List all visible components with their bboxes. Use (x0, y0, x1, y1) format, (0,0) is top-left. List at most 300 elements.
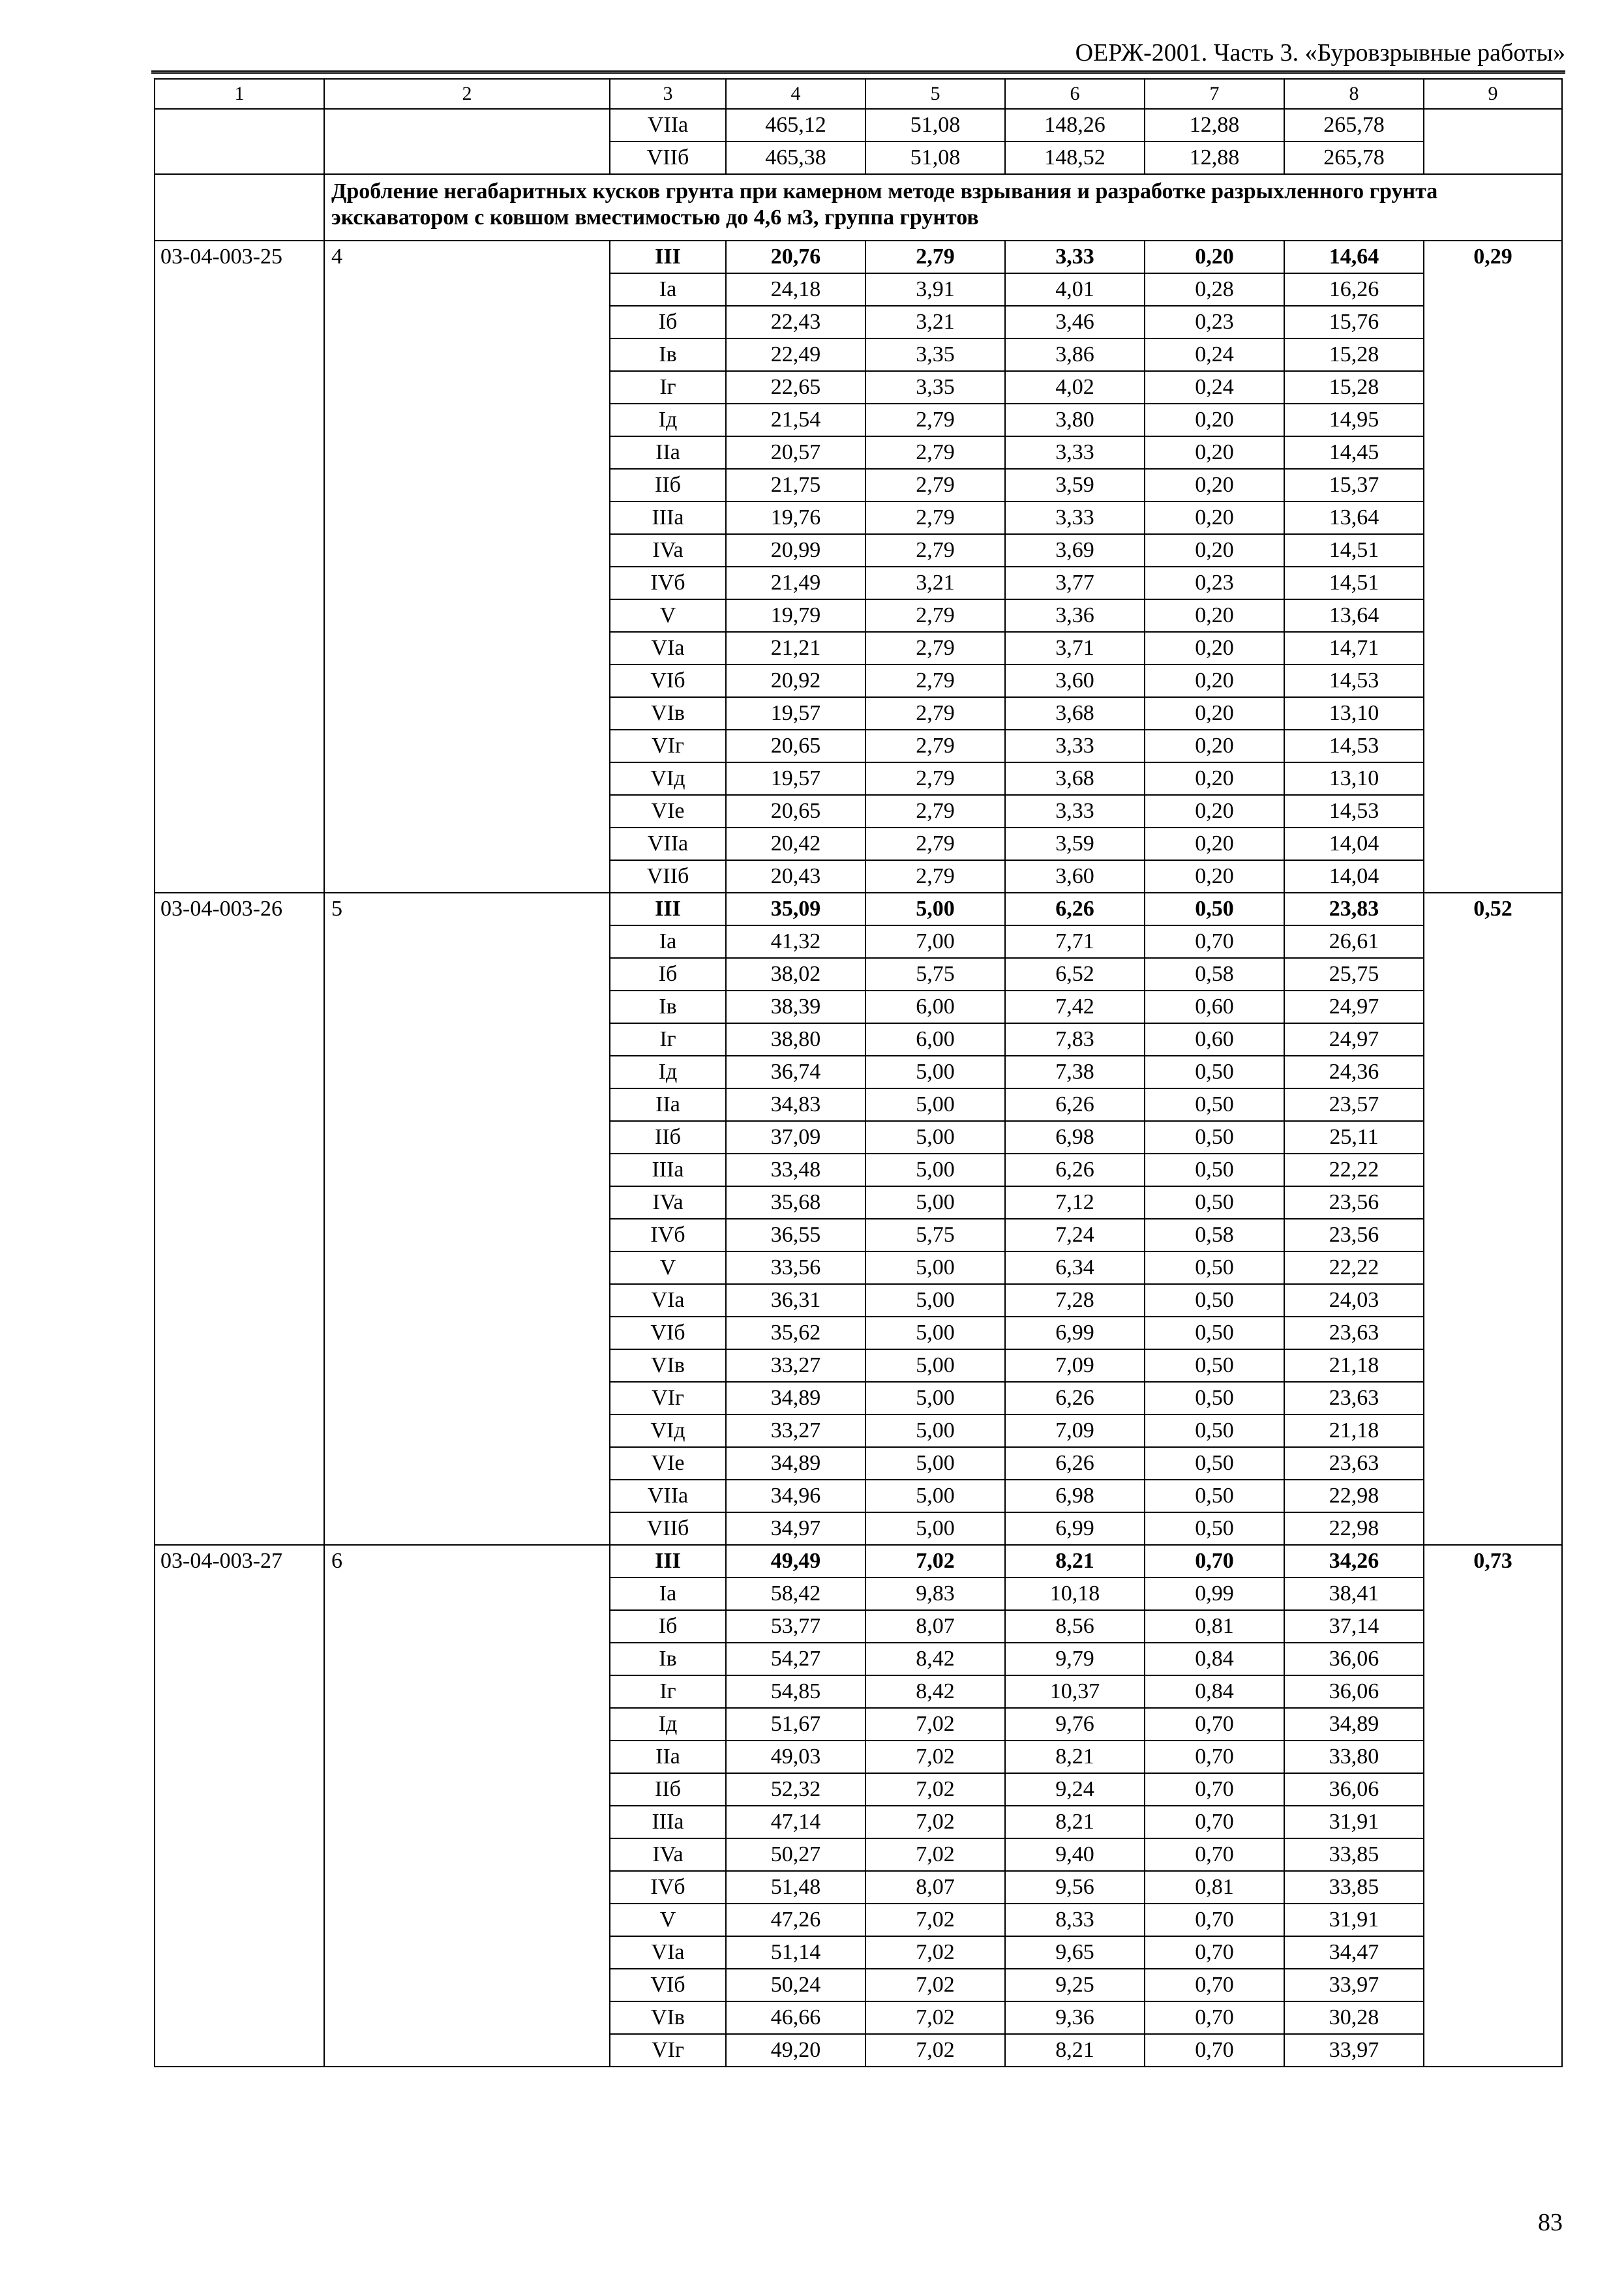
value-cell: 10,18 (1005, 1578, 1145, 1610)
value-cell: 46,66 (726, 2001, 865, 2034)
col9-cell: 0,29 (1424, 241, 1562, 893)
value-cell: 36,74 (726, 1056, 865, 1088)
value-cell: VIIб (610, 142, 726, 174)
header-rule (151, 70, 1565, 74)
value-cell: 0,20 (1145, 665, 1284, 697)
column-number-cell: 1 (155, 79, 324, 109)
code-cell: 03-04-003-26 (155, 893, 324, 1545)
value-cell: 0,20 (1145, 795, 1284, 828)
value-cell: 23,57 (1284, 1088, 1424, 1121)
column-number-cell: 7 (1145, 79, 1284, 109)
col9-cell (1424, 109, 1562, 174)
value-cell: 3,33 (1005, 730, 1145, 762)
value-cell: 3,21 (865, 306, 1005, 338)
value-cell: 7,00 (865, 925, 1005, 958)
value-cell: 13,10 (1284, 697, 1424, 730)
value-cell: 2,79 (865, 599, 1005, 632)
value-cell: 465,38 (726, 142, 865, 174)
value-cell: 15,37 (1284, 469, 1424, 501)
value-cell: 21,75 (726, 469, 865, 501)
value-cell: 0,70 (1145, 2001, 1284, 2034)
value-cell: 34,89 (1284, 1708, 1424, 1741)
value-cell: 9,56 (1005, 1871, 1145, 1904)
value-cell: 19,79 (726, 599, 865, 632)
value-cell: 15,28 (1284, 338, 1424, 371)
value-cell: 0,50 (1145, 893, 1284, 925)
table-row (155, 241, 1562, 273)
value-cell: IIa (610, 1741, 726, 1773)
table-body (155, 79, 1562, 2067)
value-cell: 0,50 (1145, 1414, 1284, 1447)
value-cell: 3,60 (1005, 665, 1145, 697)
value-cell: 4,01 (1005, 273, 1145, 306)
value-cell: 7,12 (1005, 1186, 1145, 1219)
value-cell: 24,97 (1284, 991, 1424, 1023)
value-cell: 33,56 (726, 1251, 865, 1284)
value-cell: 9,76 (1005, 1708, 1145, 1741)
rates-table (154, 78, 1563, 2067)
value-cell: 2,79 (865, 436, 1005, 469)
value-cell: 8,21 (1005, 1545, 1145, 1578)
column-number-row (155, 79, 1562, 109)
value-cell: 6,98 (1005, 1480, 1145, 1512)
value-cell: IIIa (610, 1154, 726, 1186)
value-cell: 0,50 (1145, 1349, 1284, 1382)
value-cell: 19,57 (726, 697, 865, 730)
value-cell: V (610, 599, 726, 632)
value-cell: 5,00 (865, 1121, 1005, 1154)
section-title: Дробление негабаритных кусков грунта при камерном методе взрывания и разработке разрыхленного грунта экскаватором с ковшом вместимостью до 4,6 м3, группа грунтов (324, 174, 1562, 241)
value-cell: 3,68 (1005, 762, 1145, 795)
value-cell: 6,26 (1005, 1382, 1145, 1414)
value-cell: Iд (610, 1056, 726, 1088)
value-cell: 0,23 (1145, 567, 1284, 599)
value-cell: 22,22 (1284, 1154, 1424, 1186)
value-cell: 3,59 (1005, 828, 1145, 860)
value-cell: Ia (610, 273, 726, 306)
value-cell: 7,02 (865, 1969, 1005, 2001)
value-cell: 5,75 (865, 1219, 1005, 1251)
value-cell: 7,38 (1005, 1056, 1145, 1088)
value-cell: 34,83 (726, 1088, 865, 1121)
value-cell: Iд (610, 1708, 726, 1741)
value-cell: 51,48 (726, 1871, 865, 1904)
value-cell: 0,50 (1145, 1056, 1284, 1088)
value-cell: 33,97 (1284, 2034, 1424, 2067)
value-cell: IIб (610, 1121, 726, 1154)
value-cell: 2,79 (865, 404, 1005, 436)
value-cell: 0,23 (1145, 306, 1284, 338)
value-cell: 7,02 (865, 1741, 1005, 1773)
value-cell: 0,20 (1145, 599, 1284, 632)
value-cell: 148,26 (1005, 109, 1145, 142)
value-cell: 14,71 (1284, 632, 1424, 665)
value-cell: 0,20 (1145, 241, 1284, 273)
value-cell: 33,97 (1284, 1969, 1424, 2001)
value-cell: 14,53 (1284, 730, 1424, 762)
value-cell: IVб (610, 1871, 726, 1904)
value-cell: 22,98 (1284, 1480, 1424, 1512)
value-cell: 9,65 (1005, 1936, 1145, 1969)
value-cell: 0,50 (1145, 1154, 1284, 1186)
value-cell: Iг (610, 1023, 726, 1056)
code-cell: 03-04-003-27 (155, 1545, 324, 2067)
value-cell: 36,55 (726, 1219, 865, 1251)
column-number-cell: 3 (610, 79, 726, 109)
value-cell: Iв (610, 991, 726, 1023)
value-cell: 35,62 (726, 1317, 865, 1349)
value-cell: 0,99 (1145, 1578, 1284, 1610)
value-cell: 20,65 (726, 730, 865, 762)
value-cell: 0,84 (1145, 1675, 1284, 1708)
value-cell: 6,99 (1005, 1512, 1145, 1545)
value-cell: VIд (610, 762, 726, 795)
value-cell: 2,79 (865, 697, 1005, 730)
value-cell: 8,42 (865, 1643, 1005, 1675)
value-cell: 5,00 (865, 1056, 1005, 1088)
value-cell: 33,85 (1284, 1871, 1424, 1904)
value-cell: 3,35 (865, 338, 1005, 371)
value-cell: 8,33 (1005, 1904, 1145, 1936)
column-number-cell: 2 (324, 79, 610, 109)
value-cell: III (610, 893, 726, 925)
value-cell: 12,88 (1145, 109, 1284, 142)
group-cell: 4 (324, 241, 610, 893)
group-cell (324, 109, 610, 174)
value-cell: Ia (610, 925, 726, 958)
value-cell: 23,63 (1284, 1382, 1424, 1414)
value-cell: 3,80 (1005, 404, 1145, 436)
value-cell: 14,53 (1284, 795, 1424, 828)
value-cell: 6,98 (1005, 1121, 1145, 1154)
value-cell: 0,70 (1145, 1838, 1284, 1871)
value-cell: 51,08 (865, 142, 1005, 174)
value-cell: 38,41 (1284, 1578, 1424, 1610)
value-cell: 37,14 (1284, 1610, 1424, 1643)
value-cell: 14,45 (1284, 436, 1424, 469)
value-cell: 6,00 (865, 1023, 1005, 1056)
value-cell: 0,70 (1145, 925, 1284, 958)
value-cell: 35,68 (726, 1186, 865, 1219)
value-cell: 49,03 (726, 1741, 865, 1773)
value-cell: 0,50 (1145, 1284, 1284, 1317)
value-cell: VIв (610, 1349, 726, 1382)
value-cell: 8,21 (1005, 1806, 1145, 1838)
col9-cell: 0,52 (1424, 893, 1562, 1545)
value-cell: 14,04 (1284, 828, 1424, 860)
value-cell: III (610, 241, 726, 273)
value-cell: 53,77 (726, 1610, 865, 1643)
value-cell: IVa (610, 1838, 726, 1871)
value-cell: 34,26 (1284, 1545, 1424, 1578)
value-cell: 0,50 (1145, 1317, 1284, 1349)
value-cell: VIe (610, 795, 726, 828)
value-cell: VIIa (610, 828, 726, 860)
value-cell: 0,81 (1145, 1610, 1284, 1643)
value-cell: 49,49 (726, 1545, 865, 1578)
value-cell: 20,43 (726, 860, 865, 893)
value-cell: 3,68 (1005, 697, 1145, 730)
value-cell: 3,33 (1005, 436, 1145, 469)
value-cell: 8,07 (865, 1610, 1005, 1643)
value-cell: 23,63 (1284, 1447, 1424, 1480)
value-cell: 6,26 (1005, 1154, 1145, 1186)
value-cell: 7,02 (865, 1708, 1005, 1741)
value-cell: 5,00 (865, 1512, 1005, 1545)
value-cell: 7,09 (1005, 1414, 1145, 1447)
value-cell: 5,00 (865, 1447, 1005, 1480)
value-cell: 7,02 (865, 1806, 1005, 1838)
value-cell: 50,27 (726, 1838, 865, 1871)
value-cell: 13,64 (1284, 599, 1424, 632)
value-cell: 465,12 (726, 109, 865, 142)
value-cell: 3,36 (1005, 599, 1145, 632)
table-row (155, 1545, 1562, 1578)
value-cell: VIa (610, 632, 726, 665)
value-cell: 23,56 (1284, 1219, 1424, 1251)
value-cell: 3,86 (1005, 338, 1145, 371)
value-cell: Iб (610, 1610, 726, 1643)
code-cell: 03-04-003-25 (155, 241, 324, 893)
value-cell: 5,00 (865, 1251, 1005, 1284)
value-cell: 14,95 (1284, 404, 1424, 436)
value-cell: 14,51 (1284, 534, 1424, 567)
value-cell: 0,50 (1145, 1512, 1284, 1545)
value-cell: 38,39 (726, 991, 865, 1023)
value-cell: 2,79 (865, 469, 1005, 501)
value-cell: 3,60 (1005, 860, 1145, 893)
value-cell: 3,59 (1005, 469, 1145, 501)
value-cell: 31,91 (1284, 1904, 1424, 1936)
value-cell: 2,79 (865, 730, 1005, 762)
value-cell: IVб (610, 1219, 726, 1251)
value-cell: Iд (610, 404, 726, 436)
value-cell: 3,21 (865, 567, 1005, 599)
value-cell: VIa (610, 1284, 726, 1317)
value-cell: 5,00 (865, 1349, 1005, 1382)
value-cell: 34,47 (1284, 1936, 1424, 1969)
value-cell: 49,20 (726, 2034, 865, 2067)
value-cell: 7,02 (865, 1936, 1005, 1969)
value-cell: 265,78 (1284, 109, 1424, 142)
value-cell: 2,79 (865, 501, 1005, 534)
value-cell: 16,26 (1284, 273, 1424, 306)
value-cell: 14,64 (1284, 241, 1424, 273)
value-cell: 8,21 (1005, 2034, 1145, 2067)
section-title-spacer (155, 174, 324, 241)
value-cell: 3,33 (1005, 241, 1145, 273)
value-cell: 5,00 (865, 893, 1005, 925)
value-cell: VIг (610, 2034, 726, 2067)
value-cell: 47,26 (726, 1904, 865, 1936)
value-cell: 2,79 (865, 632, 1005, 665)
value-cell: 0,50 (1145, 1121, 1284, 1154)
value-cell: 0,50 (1145, 1251, 1284, 1284)
value-cell: 0,28 (1145, 273, 1284, 306)
value-cell: 6,52 (1005, 958, 1145, 991)
value-cell: 21,49 (726, 567, 865, 599)
value-cell: 2,79 (865, 762, 1005, 795)
column-number-cell: 5 (865, 79, 1005, 109)
value-cell: 54,85 (726, 1675, 865, 1708)
value-cell: 3,35 (865, 371, 1005, 404)
value-cell: 7,02 (865, 2001, 1005, 2034)
value-cell: 24,36 (1284, 1056, 1424, 1088)
value-cell: IVб (610, 567, 726, 599)
value-cell: 38,02 (726, 958, 865, 991)
value-cell: 0,50 (1145, 1382, 1284, 1414)
value-cell: 7,02 (865, 1545, 1005, 1578)
value-cell: 14,51 (1284, 567, 1424, 599)
value-cell: 9,25 (1005, 1969, 1145, 2001)
value-cell: 7,28 (1005, 1284, 1145, 1317)
value-cell: VIб (610, 665, 726, 697)
value-cell: 148,52 (1005, 142, 1145, 174)
value-cell: 2,79 (865, 241, 1005, 273)
value-cell: 54,27 (726, 1643, 865, 1675)
value-cell: Iг (610, 371, 726, 404)
group-cell: 6 (324, 1545, 610, 2067)
value-cell: 9,36 (1005, 2001, 1145, 2034)
value-cell: 0,20 (1145, 762, 1284, 795)
value-cell: 6,26 (1005, 893, 1145, 925)
value-cell: 3,69 (1005, 534, 1145, 567)
value-cell: 31,91 (1284, 1806, 1424, 1838)
value-cell: 3,77 (1005, 567, 1145, 599)
value-cell: 24,97 (1284, 1023, 1424, 1056)
value-cell: VIг (610, 730, 726, 762)
value-cell: 20,99 (726, 534, 865, 567)
value-cell: 0,20 (1145, 860, 1284, 893)
value-cell: 25,11 (1284, 1121, 1424, 1154)
value-cell: 0,70 (1145, 1773, 1284, 1806)
value-cell: Iг (610, 1675, 726, 1708)
group-cell: 5 (324, 893, 610, 1545)
value-cell: III (610, 1545, 726, 1578)
value-cell: VIд (610, 1414, 726, 1447)
value-cell: 0,20 (1145, 469, 1284, 501)
section-title-row (155, 174, 1562, 241)
value-cell: 0,58 (1145, 1219, 1284, 1251)
page-header-title: ОЕРЖ-2001. Часть 3. «Буровзрывные работы» (1075, 39, 1565, 67)
value-cell: 0,50 (1145, 1186, 1284, 1219)
value-cell: VIг (610, 1382, 726, 1414)
value-cell: 7,24 (1005, 1219, 1145, 1251)
value-cell: 7,83 (1005, 1023, 1145, 1056)
value-cell: 36,06 (1284, 1643, 1424, 1675)
value-cell: 23,56 (1284, 1186, 1424, 1219)
value-cell: 20,76 (726, 241, 865, 273)
value-cell: 20,42 (726, 828, 865, 860)
value-cell: 9,83 (865, 1578, 1005, 1610)
value-cell: 7,71 (1005, 925, 1145, 958)
value-cell: 0,58 (1145, 958, 1284, 991)
value-cell: Iб (610, 306, 726, 338)
value-cell: 38,80 (726, 1023, 865, 1056)
value-cell: 8,56 (1005, 1610, 1145, 1643)
value-cell: VIIa (610, 109, 726, 142)
value-cell: 21,21 (726, 632, 865, 665)
value-cell: 47,14 (726, 1806, 865, 1838)
value-cell: 0,70 (1145, 1904, 1284, 1936)
value-cell: 6,34 (1005, 1251, 1145, 1284)
value-cell: IIб (610, 1773, 726, 1806)
value-cell: 7,42 (1005, 991, 1145, 1023)
value-cell: Iв (610, 338, 726, 371)
column-number-cell: 6 (1005, 79, 1145, 109)
value-cell: 51,67 (726, 1708, 865, 1741)
value-cell: 265,78 (1284, 142, 1424, 174)
value-cell: 6,00 (865, 991, 1005, 1023)
value-cell: 2,79 (865, 828, 1005, 860)
value-cell: 0,20 (1145, 404, 1284, 436)
value-cell: 8,21 (1005, 1741, 1145, 1773)
value-cell: 36,06 (1284, 1675, 1424, 1708)
value-cell: 20,65 (726, 795, 865, 828)
value-cell: 0,84 (1145, 1643, 1284, 1675)
value-cell: 25,75 (1284, 958, 1424, 991)
value-cell: 21,54 (726, 404, 865, 436)
value-cell: 8,07 (865, 1871, 1005, 1904)
value-cell: 0,70 (1145, 1969, 1284, 2001)
value-cell: 19,57 (726, 762, 865, 795)
column-number-cell: 4 (726, 79, 865, 109)
value-cell: 26,61 (1284, 925, 1424, 958)
value-cell: 0,60 (1145, 991, 1284, 1023)
value-cell: 0,70 (1145, 1545, 1284, 1578)
value-cell: 0,81 (1145, 1871, 1284, 1904)
value-cell: 5,00 (865, 1414, 1005, 1447)
value-cell: 35,09 (726, 893, 865, 925)
value-cell: IIa (610, 436, 726, 469)
value-cell: 22,49 (726, 338, 865, 371)
value-cell: 22,98 (1284, 1512, 1424, 1545)
value-cell: 34,89 (726, 1447, 865, 1480)
value-cell: 5,00 (865, 1088, 1005, 1121)
value-cell: 0,24 (1145, 338, 1284, 371)
value-cell: 23,83 (1284, 893, 1424, 925)
value-cell: 15,28 (1284, 371, 1424, 404)
value-cell: 51,08 (865, 109, 1005, 142)
value-cell: V (610, 1251, 726, 1284)
value-cell: 51,14 (726, 1936, 865, 1969)
value-cell: 22,65 (726, 371, 865, 404)
value-cell: 0,20 (1145, 828, 1284, 860)
table-row (155, 109, 1562, 142)
value-cell: 3,71 (1005, 632, 1145, 665)
value-cell: 33,27 (726, 1414, 865, 1447)
value-cell: 34,96 (726, 1480, 865, 1512)
value-cell: 7,02 (865, 2034, 1005, 2067)
value-cell: 7,02 (865, 1838, 1005, 1871)
value-cell: 7,02 (865, 1773, 1005, 1806)
value-cell: IIIa (610, 501, 726, 534)
value-cell: 14,04 (1284, 860, 1424, 893)
value-cell: VIa (610, 1936, 726, 1969)
value-cell: 0,20 (1145, 534, 1284, 567)
value-cell: 5,00 (865, 1284, 1005, 1317)
value-cell: 0,24 (1145, 371, 1284, 404)
value-cell: VIб (610, 1317, 726, 1349)
value-cell: 3,46 (1005, 306, 1145, 338)
value-cell: 22,22 (1284, 1251, 1424, 1284)
value-cell: 0,20 (1145, 501, 1284, 534)
value-cell: IIa (610, 1088, 726, 1121)
value-cell: 0,50 (1145, 1088, 1284, 1121)
value-cell: 5,00 (865, 1154, 1005, 1186)
value-cell: VIIб (610, 1512, 726, 1545)
value-cell: 3,33 (1005, 795, 1145, 828)
